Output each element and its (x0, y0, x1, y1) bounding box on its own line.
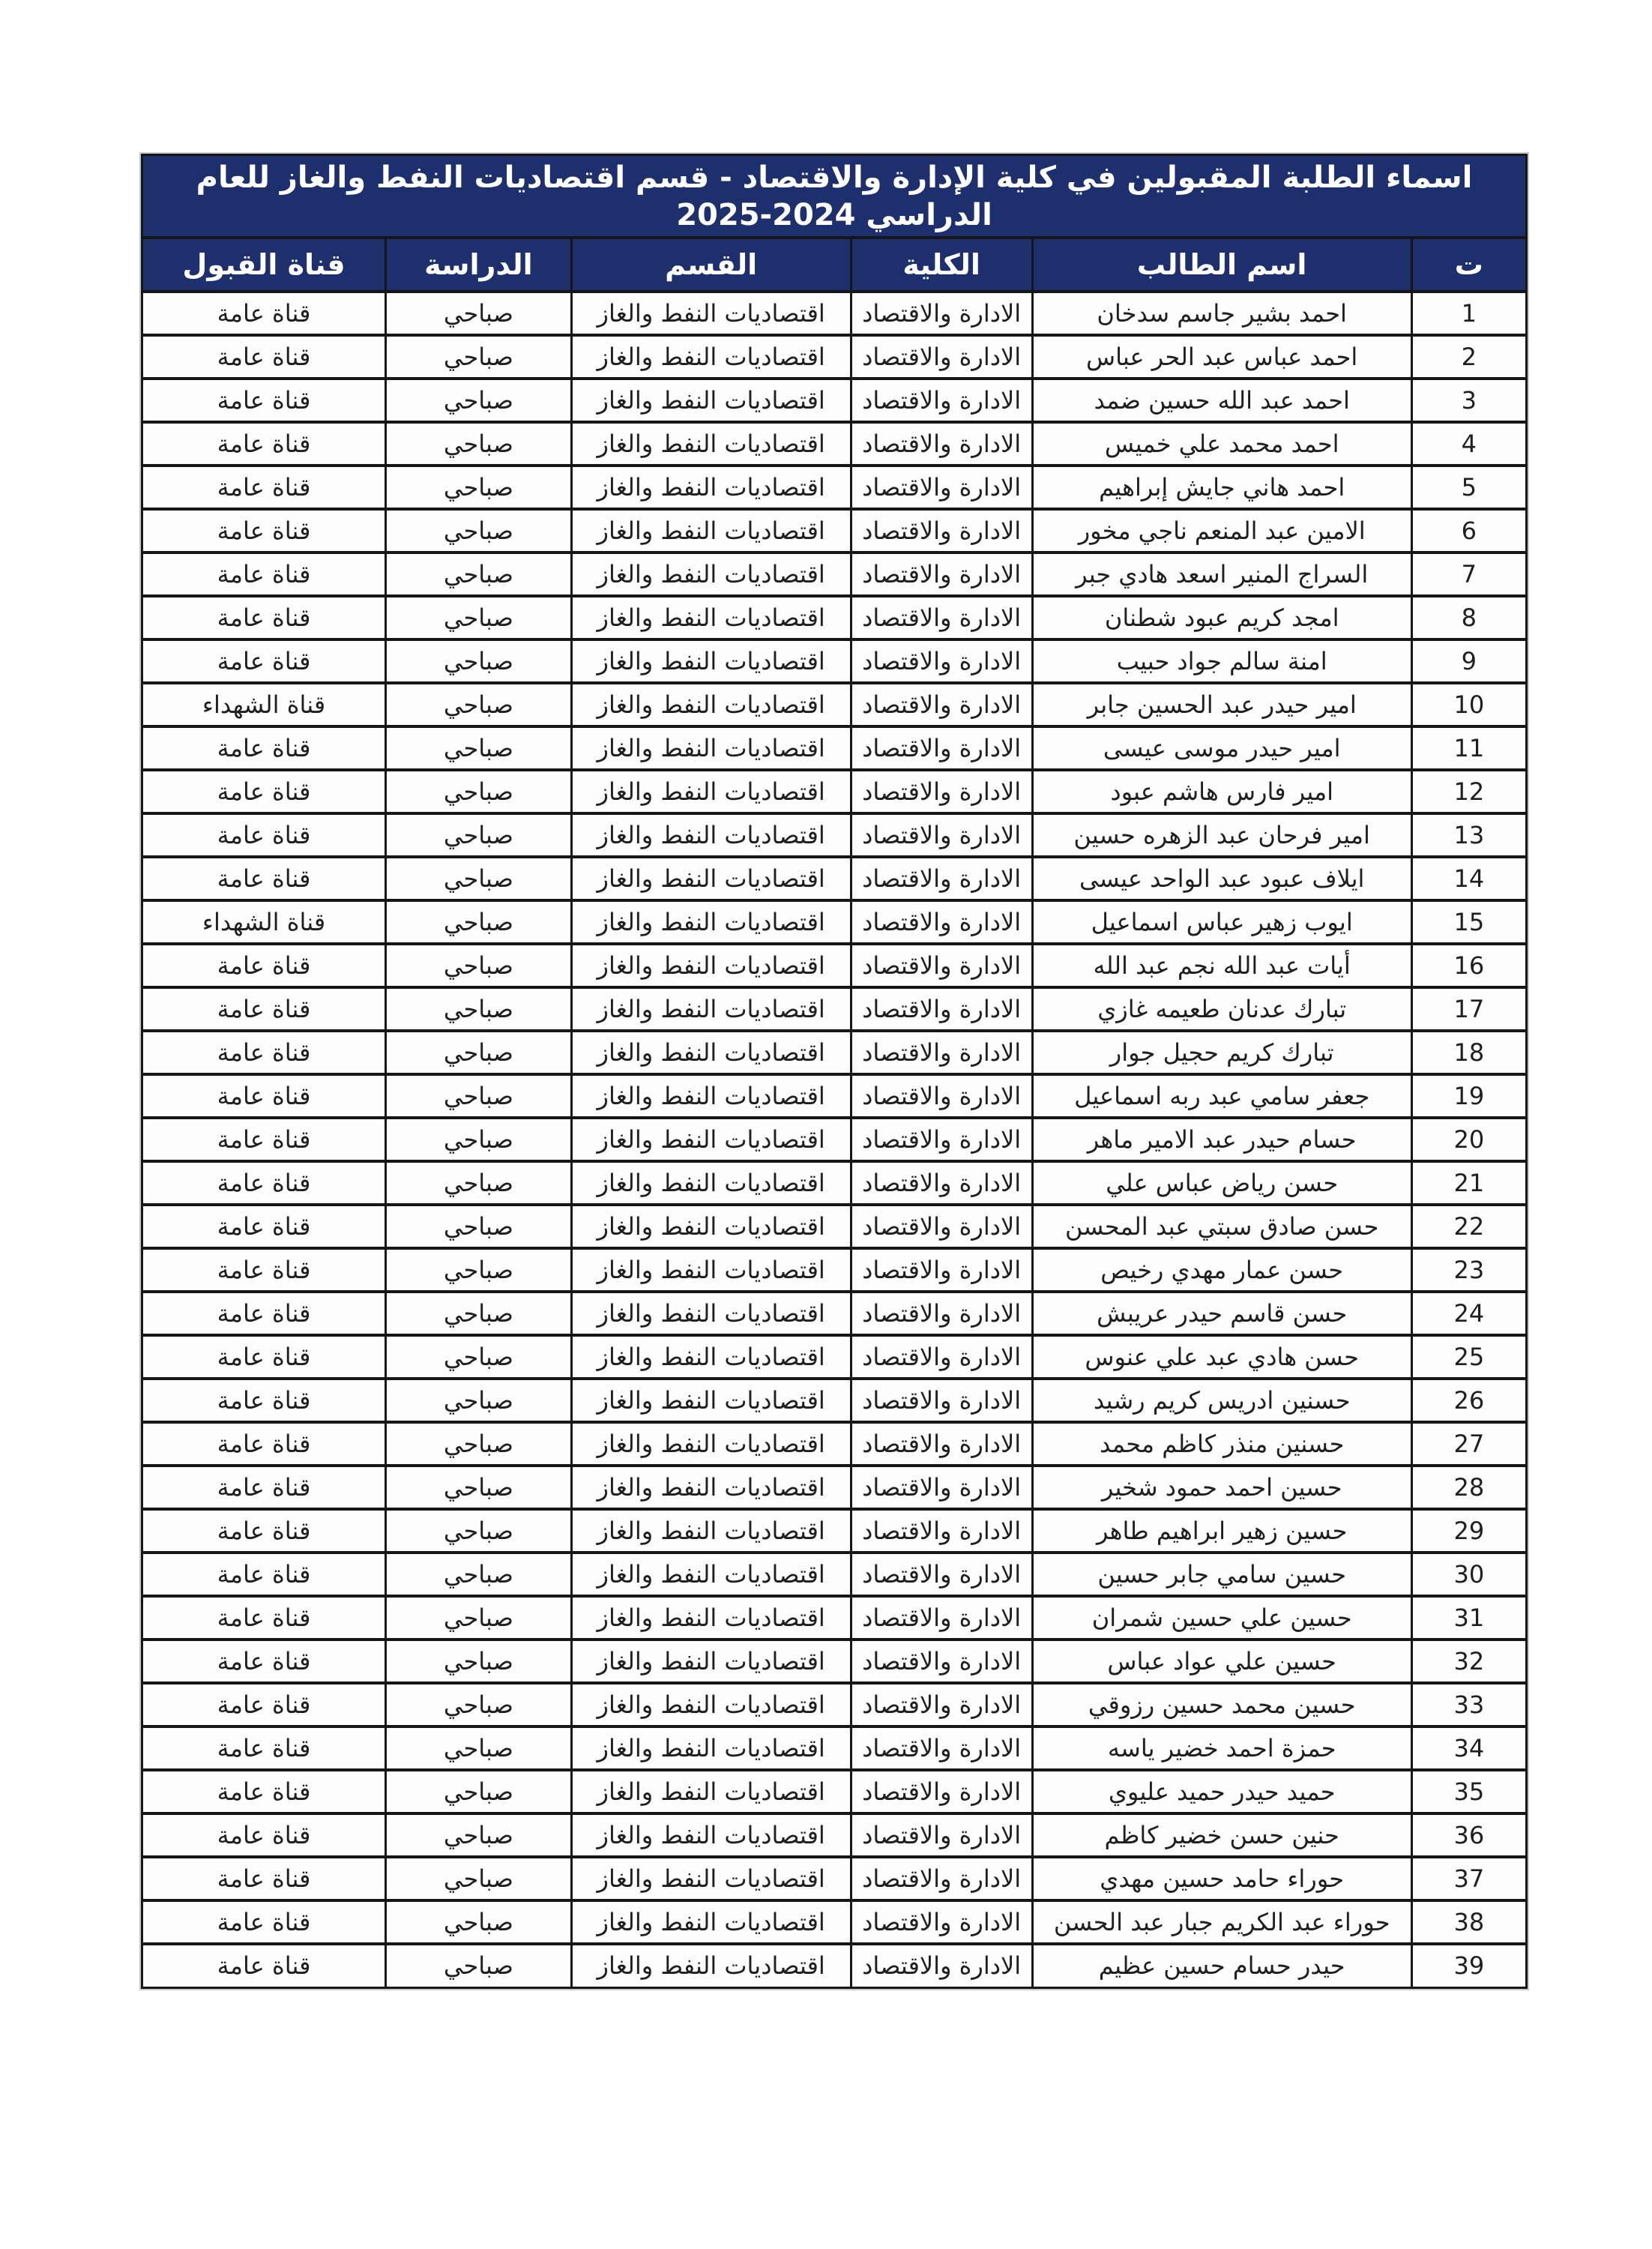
cell-admission-channel: قناة الشهداء (142, 900, 386, 944)
cell-college: الادارة والاقتصاد (851, 1074, 1032, 1118)
cell-department: اقتصاديات النفط والغاز (571, 1596, 851, 1640)
cell-serial: 33 (1411, 1683, 1526, 1726)
cell-serial: 5 (1411, 466, 1526, 509)
cell-admission-channel: قناة عامة (142, 1379, 386, 1422)
cell-department: اقتصاديات النفط والغاز (571, 553, 851, 596)
cell-serial: 35 (1411, 1770, 1526, 1813)
table-row (142, 1292, 1527, 1335)
cell-serial: 36 (1411, 1813, 1526, 1857)
cell-serial: 32 (1411, 1640, 1526, 1683)
cell-admission-channel: قناة عامة (142, 1074, 386, 1118)
cell-admission-channel: قناة عامة (142, 1292, 386, 1335)
cell-study: صباحي (386, 639, 571, 683)
cell-study: صباحي (386, 900, 571, 944)
cell-college: الادارة والاقتصاد (851, 466, 1032, 509)
cell-serial: 1 (1411, 292, 1526, 335)
cell-study: صباحي (386, 1944, 571, 1987)
cell-study: صباحي (386, 1553, 571, 1596)
cell-admission-channel: قناة عامة (142, 1422, 386, 1466)
cell-college: الادارة والاقتصاد (851, 1596, 1032, 1640)
cell-admission-channel: قناة عامة (142, 1205, 386, 1248)
table-row (142, 1944, 1527, 1987)
cell-study: صباحي (386, 1335, 571, 1379)
cell-serial: 22 (1411, 1205, 1526, 1248)
cell-admission-channel: قناة عامة (142, 1640, 386, 1683)
cell-college: الادارة والاقتصاد (851, 335, 1032, 379)
cell-admission-channel: قناة عامة (142, 944, 386, 987)
cell-admission-channel: قناة عامة (142, 1466, 386, 1509)
cell-college: الادارة والاقتصاد (851, 944, 1032, 987)
cell-student-name: امجد كريم عبود شطنان (1032, 596, 1411, 639)
table-row (142, 1379, 1527, 1422)
cell-student-name: حوراء حامد حسين مهدي (1032, 1857, 1411, 1900)
cell-admission-channel: قناة عامة (142, 987, 386, 1031)
cell-department: اقتصاديات النفط والغاز (571, 1248, 851, 1292)
cell-study: صباحي (386, 509, 571, 553)
cell-admission-channel: قناة عامة (142, 1248, 386, 1292)
cell-study: صباحي (386, 422, 571, 466)
cell-student-name: أيات عبد الله نجم عبد الله (1032, 944, 1411, 987)
cell-student-name: احمد بشير جاسم سدخان (1032, 292, 1411, 335)
cell-department: اقتصاديات النفط والغاز (571, 1857, 851, 1900)
cell-student-name: ايلاف عبود عبد الواحد عيسى (1032, 857, 1411, 900)
cell-admission-channel: قناة عامة (142, 422, 386, 466)
cell-serial: 29 (1411, 1509, 1526, 1553)
cell-study: صباحي (386, 1726, 571, 1770)
cell-serial: 8 (1411, 596, 1526, 639)
cell-study: صباحي (386, 1248, 571, 1292)
cell-serial: 13 (1411, 813, 1526, 857)
cell-student-name: حوراء عبد الكريم جبار عبد الحسن (1032, 1900, 1411, 1944)
cell-serial: 25 (1411, 1335, 1526, 1379)
cell-admission-channel: قناة عامة (142, 1813, 386, 1857)
table-row (142, 1596, 1527, 1640)
admissions-document (141, 154, 1528, 1989)
table-row (142, 379, 1527, 422)
cell-college: الادارة والاقتصاد (851, 813, 1032, 857)
cell-department: اقتصاديات النفط والغاز (571, 1161, 851, 1205)
cell-college: الادارة والاقتصاد (851, 1553, 1032, 1596)
cell-serial: 27 (1411, 1422, 1526, 1466)
column-header-admission-channel: قناة القبول (142, 238, 386, 292)
cell-student-name: امير حيدر موسى عيسى (1032, 726, 1411, 770)
cell-admission-channel: قناة عامة (142, 1726, 386, 1770)
cell-college: الادارة والاقتصاد (851, 1466, 1032, 1509)
cell-department: اقتصاديات النفط والغاز (571, 1466, 851, 1509)
cell-department: اقتصاديات النفط والغاز (571, 1335, 851, 1379)
cell-study: صباحي (386, 1422, 571, 1466)
cell-department: اقتصاديات النفط والغاز (571, 1640, 851, 1683)
cell-study: صباحي (386, 1031, 571, 1074)
cell-study: صباحي (386, 1466, 571, 1509)
table-title: اسماء الطلبة المقبولين في كلية الإدارة والاقتصاد - قسم اقتصاديات النفط والغاز للعام الدراسي 2024-2025 (196, 160, 1473, 232)
cell-college: الادارة والاقتصاد (851, 1640, 1032, 1683)
table-title-band (141, 154, 1528, 236)
cell-college: الادارة والاقتصاد (851, 1726, 1032, 1770)
table-row (142, 683, 1527, 726)
cell-serial: 30 (1411, 1553, 1526, 1596)
cell-student-name: حسن رياض عباس علي (1032, 1161, 1411, 1205)
column-header-department: القسم (571, 238, 851, 292)
table-row (142, 813, 1527, 857)
cell-college: الادارة والاقتصاد (851, 1379, 1032, 1422)
table-row (142, 1161, 1527, 1205)
cell-admission-channel: قناة عامة (142, 813, 386, 857)
cell-department: اقتصاديات النفط والغاز (571, 509, 851, 553)
cell-admission-channel: قناة عامة (142, 1118, 386, 1161)
cell-serial: 31 (1411, 1596, 1526, 1640)
cell-student-name: احمد هاني جايش إبراهيم (1032, 466, 1411, 509)
cell-study: صباحي (386, 770, 571, 813)
table-row (142, 1205, 1527, 1248)
cell-admission-channel: قناة عامة (142, 857, 386, 900)
table-row (142, 1074, 1527, 1118)
cell-serial: 18 (1411, 1031, 1526, 1074)
column-header-serial: ت (1411, 238, 1526, 292)
cell-student-name: حسنين منذر كاظم محمد (1032, 1422, 1411, 1466)
cell-college: الادارة والاقتصاد (851, 857, 1032, 900)
cell-student-name: حسام حيدر عبد الامير ماهر (1032, 1118, 1411, 1161)
cell-admission-channel: قناة عامة (142, 1944, 386, 1987)
cell-study: صباحي (386, 1813, 571, 1857)
cell-department: اقتصاديات النفط والغاز (571, 1031, 851, 1074)
table-row (142, 770, 1527, 813)
cell-college: الادارة والاقتصاد (851, 726, 1032, 770)
cell-serial: 15 (1411, 900, 1526, 944)
cell-admission-channel: قناة عامة (142, 466, 386, 509)
cell-study: صباحي (386, 1118, 571, 1161)
cell-admission-channel: قناة الشهداء (142, 683, 386, 726)
cell-serial: 28 (1411, 1466, 1526, 1509)
table-row (142, 1466, 1527, 1509)
cell-study: صباحي (386, 1074, 571, 1118)
table-row (142, 422, 1527, 466)
cell-admission-channel: قناة عامة (142, 1031, 386, 1074)
table-row (142, 726, 1527, 770)
cell-department: اقتصاديات النفط والغاز (571, 292, 851, 335)
cell-study: صباحي (386, 1292, 571, 1335)
cell-student-name: حميد حيدر حميد عليوي (1032, 1770, 1411, 1813)
cell-admission-channel: قناة عامة (142, 1857, 386, 1900)
cell-department: اقتصاديات النفط والغاز (571, 422, 851, 466)
cell-study: صباحي (386, 1770, 571, 1813)
cell-serial: 11 (1411, 726, 1526, 770)
cell-serial: 16 (1411, 944, 1526, 987)
cell-serial: 3 (1411, 379, 1526, 422)
cell-study: صباحي (386, 379, 571, 422)
students-table (141, 236, 1528, 1989)
cell-study: صباحي (386, 1683, 571, 1726)
cell-admission-channel: قناة عامة (142, 379, 386, 422)
cell-department: اقتصاديات النفط والغاز (571, 1770, 851, 1813)
cell-college: الادارة والاقتصاد (851, 1770, 1032, 1813)
column-header-student-name: اسم الطالب (1032, 238, 1411, 292)
cell-serial: 19 (1411, 1074, 1526, 1118)
cell-study: صباحي (386, 813, 571, 857)
cell-serial: 6 (1411, 509, 1526, 553)
cell-admission-channel: قناة عامة (142, 596, 386, 639)
table-row (142, 596, 1527, 639)
cell-serial: 26 (1411, 1379, 1526, 1422)
cell-admission-channel: قناة عامة (142, 770, 386, 813)
cell-college: الادارة والاقتصاد (851, 1335, 1032, 1379)
cell-college: الادارة والاقتصاد (851, 1161, 1032, 1205)
cell-department: اقتصاديات النفط والغاز (571, 944, 851, 987)
cell-admission-channel: قناة عامة (142, 1596, 386, 1640)
cell-department: اقتصاديات النفط والغاز (571, 1944, 851, 1987)
cell-department: اقتصاديات النفط والغاز (571, 1726, 851, 1770)
cell-student-name: امير فارس هاشم عبود (1032, 770, 1411, 813)
cell-admission-channel: قناة عامة (142, 1335, 386, 1379)
cell-admission-channel: قناة عامة (142, 292, 386, 335)
cell-study: صباحي (386, 335, 571, 379)
table-row (142, 900, 1527, 944)
cell-student-name: حسين زهير ابراهيم طاهر (1032, 1509, 1411, 1553)
table-row (142, 944, 1527, 987)
cell-college: الادارة والاقتصاد (851, 1248, 1032, 1292)
cell-student-name: حمزة احمد خضير ياسه (1032, 1726, 1411, 1770)
table-row (142, 1726, 1527, 1770)
cell-student-name: احمد عباس عبد الحر عباس (1032, 335, 1411, 379)
cell-college: الادارة والاقتصاد (851, 1509, 1032, 1553)
table-row (142, 639, 1527, 683)
cell-department: اقتصاديات النفط والغاز (571, 379, 851, 422)
cell-college: الادارة والاقتصاد (851, 683, 1032, 726)
cell-admission-channel: قناة عامة (142, 1770, 386, 1813)
cell-admission-channel: قناة عامة (142, 639, 386, 683)
cell-department: اقتصاديات النفط والغاز (571, 1509, 851, 1553)
cell-student-name: الامين عبد المنعم ناجي مخور (1032, 509, 1411, 553)
cell-college: الادارة والاقتصاد (851, 596, 1032, 639)
cell-serial: 23 (1411, 1248, 1526, 1292)
cell-student-name: احمد محمد علي خميس (1032, 422, 1411, 466)
cell-student-name: حسين علي عواد عباس (1032, 1640, 1411, 1683)
table-row (142, 1640, 1527, 1683)
cell-college: الادارة والاقتصاد (851, 509, 1032, 553)
cell-serial: 20 (1411, 1118, 1526, 1161)
cell-department: اقتصاديات النفط والغاز (571, 1553, 851, 1596)
cell-admission-channel: قناة عامة (142, 1900, 386, 1944)
cell-study: صباحي (386, 1596, 571, 1640)
cell-department: اقتصاديات النفط والغاز (571, 1205, 851, 1248)
cell-student-name: حسن عمار مهدي رخيص (1032, 1248, 1411, 1292)
cell-serial: 21 (1411, 1161, 1526, 1205)
cell-serial: 39 (1411, 1944, 1526, 1987)
column-header-college: الكلية (851, 238, 1032, 292)
cell-college: الادارة والاقتصاد (851, 1683, 1032, 1726)
cell-department: اقتصاديات النفط والغاز (571, 900, 851, 944)
cell-admission-channel: قناة عامة (142, 509, 386, 553)
cell-student-name: حسين محمد حسين رزوقي (1032, 1683, 1411, 1726)
cell-study: صباحي (386, 1640, 571, 1683)
cell-college: الادارة والاقتصاد (851, 422, 1032, 466)
table-row (142, 1509, 1527, 1553)
cell-serial: 34 (1411, 1726, 1526, 1770)
cell-college: الادارة والاقتصاد (851, 1205, 1032, 1248)
table-row (142, 857, 1527, 900)
table-row (142, 1422, 1527, 1466)
cell-study: صباحي (386, 1857, 571, 1900)
cell-study: صباحي (386, 1161, 571, 1205)
table-row (142, 335, 1527, 379)
cell-study: صباحي (386, 987, 571, 1031)
table-row (142, 1118, 1527, 1161)
cell-student-name: حسين احمد حمود شخير (1032, 1466, 1411, 1509)
cell-college: الادارة والاقتصاد (851, 1118, 1032, 1161)
cell-college: الادارة والاقتصاد (851, 379, 1032, 422)
cell-college: الادارة والاقتصاد (851, 770, 1032, 813)
cell-college: الادارة والاقتصاد (851, 987, 1032, 1031)
table-row (142, 466, 1527, 509)
cell-serial: 17 (1411, 987, 1526, 1031)
cell-serial: 12 (1411, 770, 1526, 813)
cell-study: صباحي (386, 683, 571, 726)
cell-department: اقتصاديات النفط والغاز (571, 813, 851, 857)
cell-study: صباحي (386, 1205, 571, 1248)
cell-serial: 24 (1411, 1292, 1526, 1335)
cell-department: اقتصاديات النفط والغاز (571, 857, 851, 900)
header-row (142, 238, 1527, 292)
cell-department: اقتصاديات النفط والغاز (571, 1683, 851, 1726)
cell-study: صباحي (386, 1900, 571, 1944)
cell-college: الادارة والاقتصاد (851, 639, 1032, 683)
cell-admission-channel: قناة عامة (142, 1553, 386, 1596)
cell-admission-channel: قناة عامة (142, 1509, 386, 1553)
cell-serial: 7 (1411, 553, 1526, 596)
cell-student-name: امير فرحان عبد الزهره حسين (1032, 813, 1411, 857)
cell-department: اقتصاديات النفط والغاز (571, 1900, 851, 1944)
cell-admission-channel: قناة عامة (142, 553, 386, 596)
cell-study: صباحي (386, 1509, 571, 1553)
cell-student-name: امير حيدر عبد الحسين جابر (1032, 683, 1411, 726)
table-row (142, 1335, 1527, 1379)
table-row (142, 1031, 1527, 1074)
cell-student-name: حسين سامي جابر حسين (1032, 1553, 1411, 1596)
cell-college: الادارة والاقتصاد (851, 1031, 1032, 1074)
cell-college: الادارة والاقتصاد (851, 1944, 1032, 1987)
cell-department: اقتصاديات النفط والغاز (571, 335, 851, 379)
cell-student-name: حسنين ادريس كريم رشيد (1032, 1379, 1411, 1422)
table-row (142, 1813, 1527, 1857)
cell-admission-channel: قناة عامة (142, 1683, 386, 1726)
cell-serial: 4 (1411, 422, 1526, 466)
cell-college: الادارة والاقتصاد (851, 553, 1032, 596)
table-row (142, 1553, 1527, 1596)
cell-college: الادارة والاقتصاد (851, 1857, 1032, 1900)
cell-study: صباحي (386, 466, 571, 509)
cell-department: اقتصاديات النفط والغاز (571, 639, 851, 683)
cell-study: صباحي (386, 1379, 571, 1422)
cell-admission-channel: قناة عامة (142, 726, 386, 770)
cell-student-name: السراج المنير اسعد هادي جبر (1032, 553, 1411, 596)
cell-study: صباحي (386, 596, 571, 639)
cell-college: الادارة والاقتصاد (851, 292, 1032, 335)
cell-department: اقتصاديات النفط والغاز (571, 726, 851, 770)
cell-admission-channel: قناة عامة (142, 1161, 386, 1205)
cell-college: الادارة والاقتصاد (851, 1900, 1032, 1944)
table-row (142, 509, 1527, 553)
cell-college: الادارة والاقتصاد (851, 1422, 1032, 1466)
cell-college: الادارة والاقتصاد (851, 1813, 1032, 1857)
table-row (142, 553, 1527, 596)
cell-department: اقتصاديات النفط والغاز (571, 1118, 851, 1161)
table-row (142, 1857, 1527, 1900)
cell-study: صباحي (386, 292, 571, 335)
cell-student-name: حسن قاسم حيدر عريبش (1032, 1292, 1411, 1335)
cell-study: صباحي (386, 726, 571, 770)
cell-department: اقتصاديات النفط والغاز (571, 596, 851, 639)
table-row (142, 292, 1527, 335)
cell-serial: 2 (1411, 335, 1526, 379)
cell-admission-channel: قناة عامة (142, 335, 386, 379)
cell-student-name: حيدر حسام حسين عظيم (1032, 1944, 1411, 1987)
cell-department: اقتصاديات النفط والغاز (571, 770, 851, 813)
table-row (142, 987, 1527, 1031)
cell-department: اقتصاديات النفط والغاز (571, 466, 851, 509)
cell-department: اقتصاديات النفط والغاز (571, 683, 851, 726)
cell-student-name: حسين علي حسين شمران (1032, 1596, 1411, 1640)
cell-student-name: تبارك عدنان طعيمه غازي (1032, 987, 1411, 1031)
cell-department: اقتصاديات النفط والغاز (571, 1292, 851, 1335)
cell-department: اقتصاديات النفط والغاز (571, 987, 851, 1031)
cell-department: اقتصاديات النفط والغاز (571, 1379, 851, 1422)
table-row (142, 1683, 1527, 1726)
cell-student-name: جعفر سامي عبد ربه اسماعيل (1032, 1074, 1411, 1118)
cell-study: صباحي (386, 944, 571, 987)
cell-serial: 14 (1411, 857, 1526, 900)
cell-college: الادارة والاقتصاد (851, 1292, 1032, 1335)
cell-serial: 9 (1411, 639, 1526, 683)
cell-study: صباحي (386, 553, 571, 596)
cell-department: اقتصاديات النفط والغاز (571, 1074, 851, 1118)
column-header-study: الدراسة (386, 238, 571, 292)
cell-student-name: حسن صادق سبتي عبد المحسن (1032, 1205, 1411, 1248)
cell-student-name: احمد عبد الله حسين ضمد (1032, 379, 1411, 422)
cell-department: اقتصاديات النفط والغاز (571, 1422, 851, 1466)
cell-department: اقتصاديات النفط والغاز (571, 1813, 851, 1857)
cell-student-name: ايوب زهير عباس اسماعيل (1032, 900, 1411, 944)
cell-college: الادارة والاقتصاد (851, 900, 1032, 944)
table-row (142, 1770, 1527, 1813)
cell-serial: 37 (1411, 1857, 1526, 1900)
cell-student-name: حسن هادي عبد علي عنوس (1032, 1335, 1411, 1379)
cell-student-name: تبارك كريم حجيل جوار (1032, 1031, 1411, 1074)
table-row (142, 1900, 1527, 1944)
table-row (142, 1248, 1527, 1292)
cell-student-name: امنة سالم جواد حبيب (1032, 639, 1411, 683)
cell-serial: 10 (1411, 683, 1526, 726)
cell-study: صباحي (386, 857, 571, 900)
cell-student-name: حنين حسن خضير كاظم (1032, 1813, 1411, 1857)
cell-serial: 38 (1411, 1900, 1526, 1944)
